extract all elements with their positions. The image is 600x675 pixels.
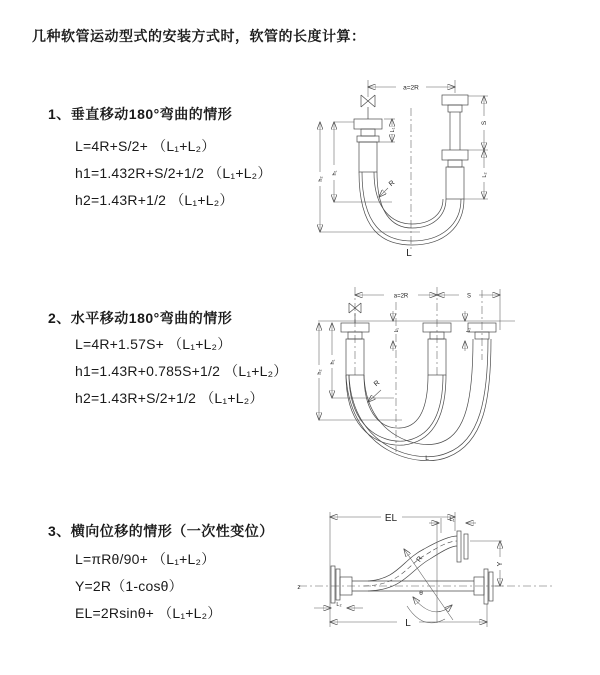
dim-h2-label: h₂ [317,369,323,375]
dim-l1-label: L₁ [394,327,400,333]
formula-line: EL=2Rsinθ+ （L₁+L₂） [75,605,222,621]
dim-l1 [429,517,476,533]
dim-a2r [368,80,455,97]
angle-label: θ [419,590,423,597]
dim-s-label: S [481,120,488,126]
dim-el [330,512,455,627]
formula-line: h1=1.432R+S/2+1/2 （L₁+L₂） [75,165,272,181]
dim-el-label: EL [384,513,398,524]
diagram-lateral-displacement [295,500,600,650]
radius-callout [379,179,396,197]
left-fitting [331,566,352,603]
centerline-mark: z [297,584,301,591]
left-fitting [354,119,382,172]
right-fitting [474,569,493,604]
dim-l1-label: L₁ [449,517,455,523]
right-fitting [442,95,468,199]
section-3-heading: 3、横向位移的情形（一次性变位） [48,523,274,539]
dim-h2 [317,323,402,420]
centerlines [318,287,515,452]
radius-label: R [415,555,425,564]
section-1-heading: 1、垂直移动180°弯曲的情形 [48,106,233,122]
length-label: L [425,455,429,462]
formula-line: h2=1.43R+S/2+1/2 （L₁+L₂） [75,390,264,406]
dim-h2 [318,122,420,232]
section-2-heading: 2、水平移动180°弯曲的情形 [48,310,233,326]
dim-l2 [464,150,488,199]
hose-u-curves [346,339,491,461]
dim-s [468,96,488,150]
dim-l2-label: L₂ [336,602,342,608]
formula-line: h2=1.43R+1/2 （L₁+L₂） [75,192,234,208]
radius-label: R [372,379,382,389]
formula-line: L=πRθ/90+ （L₁+L₂） [75,551,216,567]
dim-h1-label: h₁ [330,359,336,365]
dim-l2 [465,311,472,351]
dim-l1 [379,119,396,142]
diagram-vertical-180-bend [300,70,600,265]
dim-h2-label: h₂ [318,176,324,182]
dim-l1 [393,311,400,351]
length-label: L [406,248,412,259]
dim-l2 [314,602,363,608]
dim-a2r-label: a=2R [403,84,419,92]
dim-s [437,294,500,300]
formula-line: L=4R+S/2+ （L₁+L₂） [75,138,216,154]
formula-line: h1=1.43R+0.785S+1/2 （L₁+L₂） [75,363,288,379]
radius-label: R [387,179,397,189]
angle-construction [404,521,453,623]
diagram-horizontal-180-bend [305,283,600,465]
length-label: L [405,618,411,629]
hose-u-curves [359,172,464,245]
dim-h1 [332,122,392,202]
dim-s-label: S [466,293,472,300]
top-right-flange [457,531,468,562]
dim-l2-label: L₂ [482,172,488,178]
page-title: 几种软管运动型式的安装方式时，软管的长度计算： [32,28,366,44]
formula-line: L=4R+1.57S+ （L₁+L₂） [75,336,232,352]
dim-y [470,541,504,586]
dim-l2-label: L₂ [466,327,472,333]
dim-a2r [355,294,437,300]
valve-icon [361,95,375,119]
dim-h1-label: h₁ [332,170,338,176]
dim-y-label: Y [497,561,504,567]
radius-callout [368,379,381,402]
dim-l1-label: L₁ [390,127,396,133]
s-curve-hose [364,536,457,591]
dim-a2r-label: a=2R [393,293,409,300]
formula-line: Y=2R（1-cosθ） [75,578,183,594]
